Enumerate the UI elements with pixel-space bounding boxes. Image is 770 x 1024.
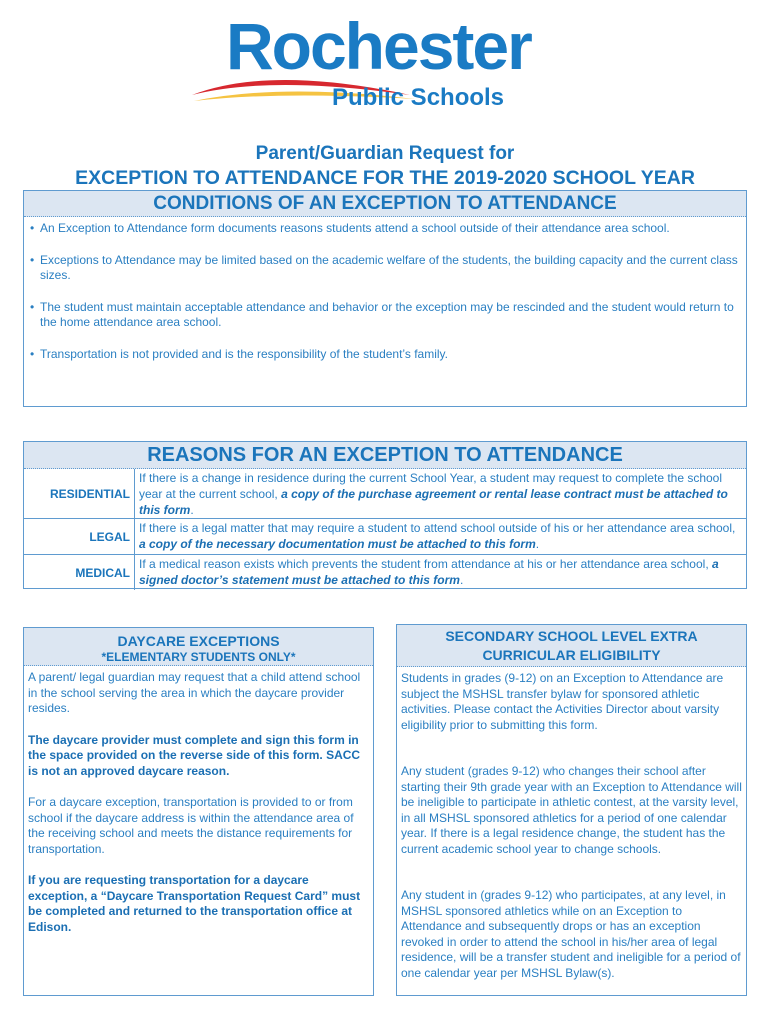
secondary-paragraph: Any student in (grades 9-12) who participates, at any level, in MSHSL sponsored athletics while on an Exception to Attendance and subsequently drops or has an exception revoked in order to attend the school in his/her area of legal residence, will be a transfer student and ineligible for a period of one calendar year per MSHSL Bylaw(s).: [401, 888, 741, 980]
reason-label: LEGAL: [24, 519, 135, 554]
reason-text: If there is a legal matter that may require a student to attend school outside of his or her attendance area school, a copy of the necessary documentation must be attached to this form.: [139, 521, 736, 551]
daycare-heading: DAYCARE EXCEPTIONS *ELEMENTARY STUDENTS ONLY*: [24, 628, 373, 666]
reason-row-medical: [24, 555, 746, 590]
daycare-paragraph: For a daycare exception, transportation is provided to or from school if the daycare address is within the attendance area of the receiving school and meets the distance requirements for transportation.: [28, 795, 354, 856]
reason-row-residential: [24, 469, 746, 519]
conditions-heading: CONDITIONS OF AN EXCEPTION TO ATTENDANCE: [24, 191, 746, 217]
daycare-section: [23, 627, 374, 996]
conditions-section: [23, 190, 747, 407]
daycare-paragraph: A parent/ legal guardian may request that a child attend school in the school serving the area in which the daycare provider resides.: [28, 670, 361, 715]
reason-label: RESIDENTIAL: [24, 469, 135, 518]
secondary-eligibility-section: [396, 624, 747, 996]
reason-text: If there is a change in residence during the current School Year, a student may request to complete the school year at the current school, a copy of the purchase agreement or rental lease contract must be attached to this form.: [139, 471, 728, 517]
daycare-paragraph: The daycare provider must complete and sign this form in the space provided on the reverse side of this form. SACC is not an approved daycare reason.: [28, 732, 361, 778]
reasons-heading: REASONS FOR AN EXCEPTION TO ATTENDANCE: [24, 442, 746, 469]
condition-item: • Transportation is not provided and is the responsibility of the student’s family.: [30, 346, 448, 361]
condition-item: • Exceptions to Attendance may be limited based on the academic welfare of the students, the building capacity and the current class sizes.: [30, 252, 738, 282]
secondary-heading: SECONDARY SCHOOL LEVEL EXTRA CURRICULAR ELIGIBILITY: [397, 625, 746, 667]
form-title-line2: EXCEPTION TO ATTENDANCE FOR THE 2019-2020 SCHOOL YEAR: [75, 167, 695, 189]
daycare-paragraph: If you are requesting transportation for a daycare exception, a “Daycare Transportation Request Card” must be completed and returned to the transportation office at Edison.: [28, 873, 361, 934]
reason-label: MEDICAL: [24, 555, 135, 590]
reasons-section: [23, 441, 747, 589]
condition-item: • An Exception to Attendance form documents reasons students attend a school outside of their attendance area school.: [30, 221, 670, 235]
logo-sub: Public Schools: [332, 84, 505, 111]
reason-text: If a medical reason exists which prevents the student from attendance at his or her attendance area school, a signed doctor’s statement must be attached to this form.: [139, 557, 719, 587]
secondary-paragraph: Students in grades (9-12) on an Exception to Attendance are subject the MSHSL transfer bylaw for sponsored athletic activities. Please contact the Activities Director about varsity eligibility prior to submitting this form.: [401, 671, 724, 732]
condition-item: • The student must maintain acceptable attendance and behavior or the exception may be rescinded and the student would return to the home attendance area school.: [30, 299, 734, 329]
reason-row-legal: [24, 519, 746, 555]
district-logo: [190, 9, 570, 114]
secondary-paragraph: Any student (grades 9-12) who changes their school after starting their 9th grade year with an Exception to Attendance will be ineligible to participate in athletic contest, at the varsity level, in all MSHSL sponsored athletics for a period of one calendar year. If there is a legal residence change, the student has the current academic school year to change schools.: [401, 764, 742, 856]
form-title-line1: Parent/Guardian Request for: [255, 143, 515, 164]
logo-name: Rochester: [226, 9, 531, 83]
